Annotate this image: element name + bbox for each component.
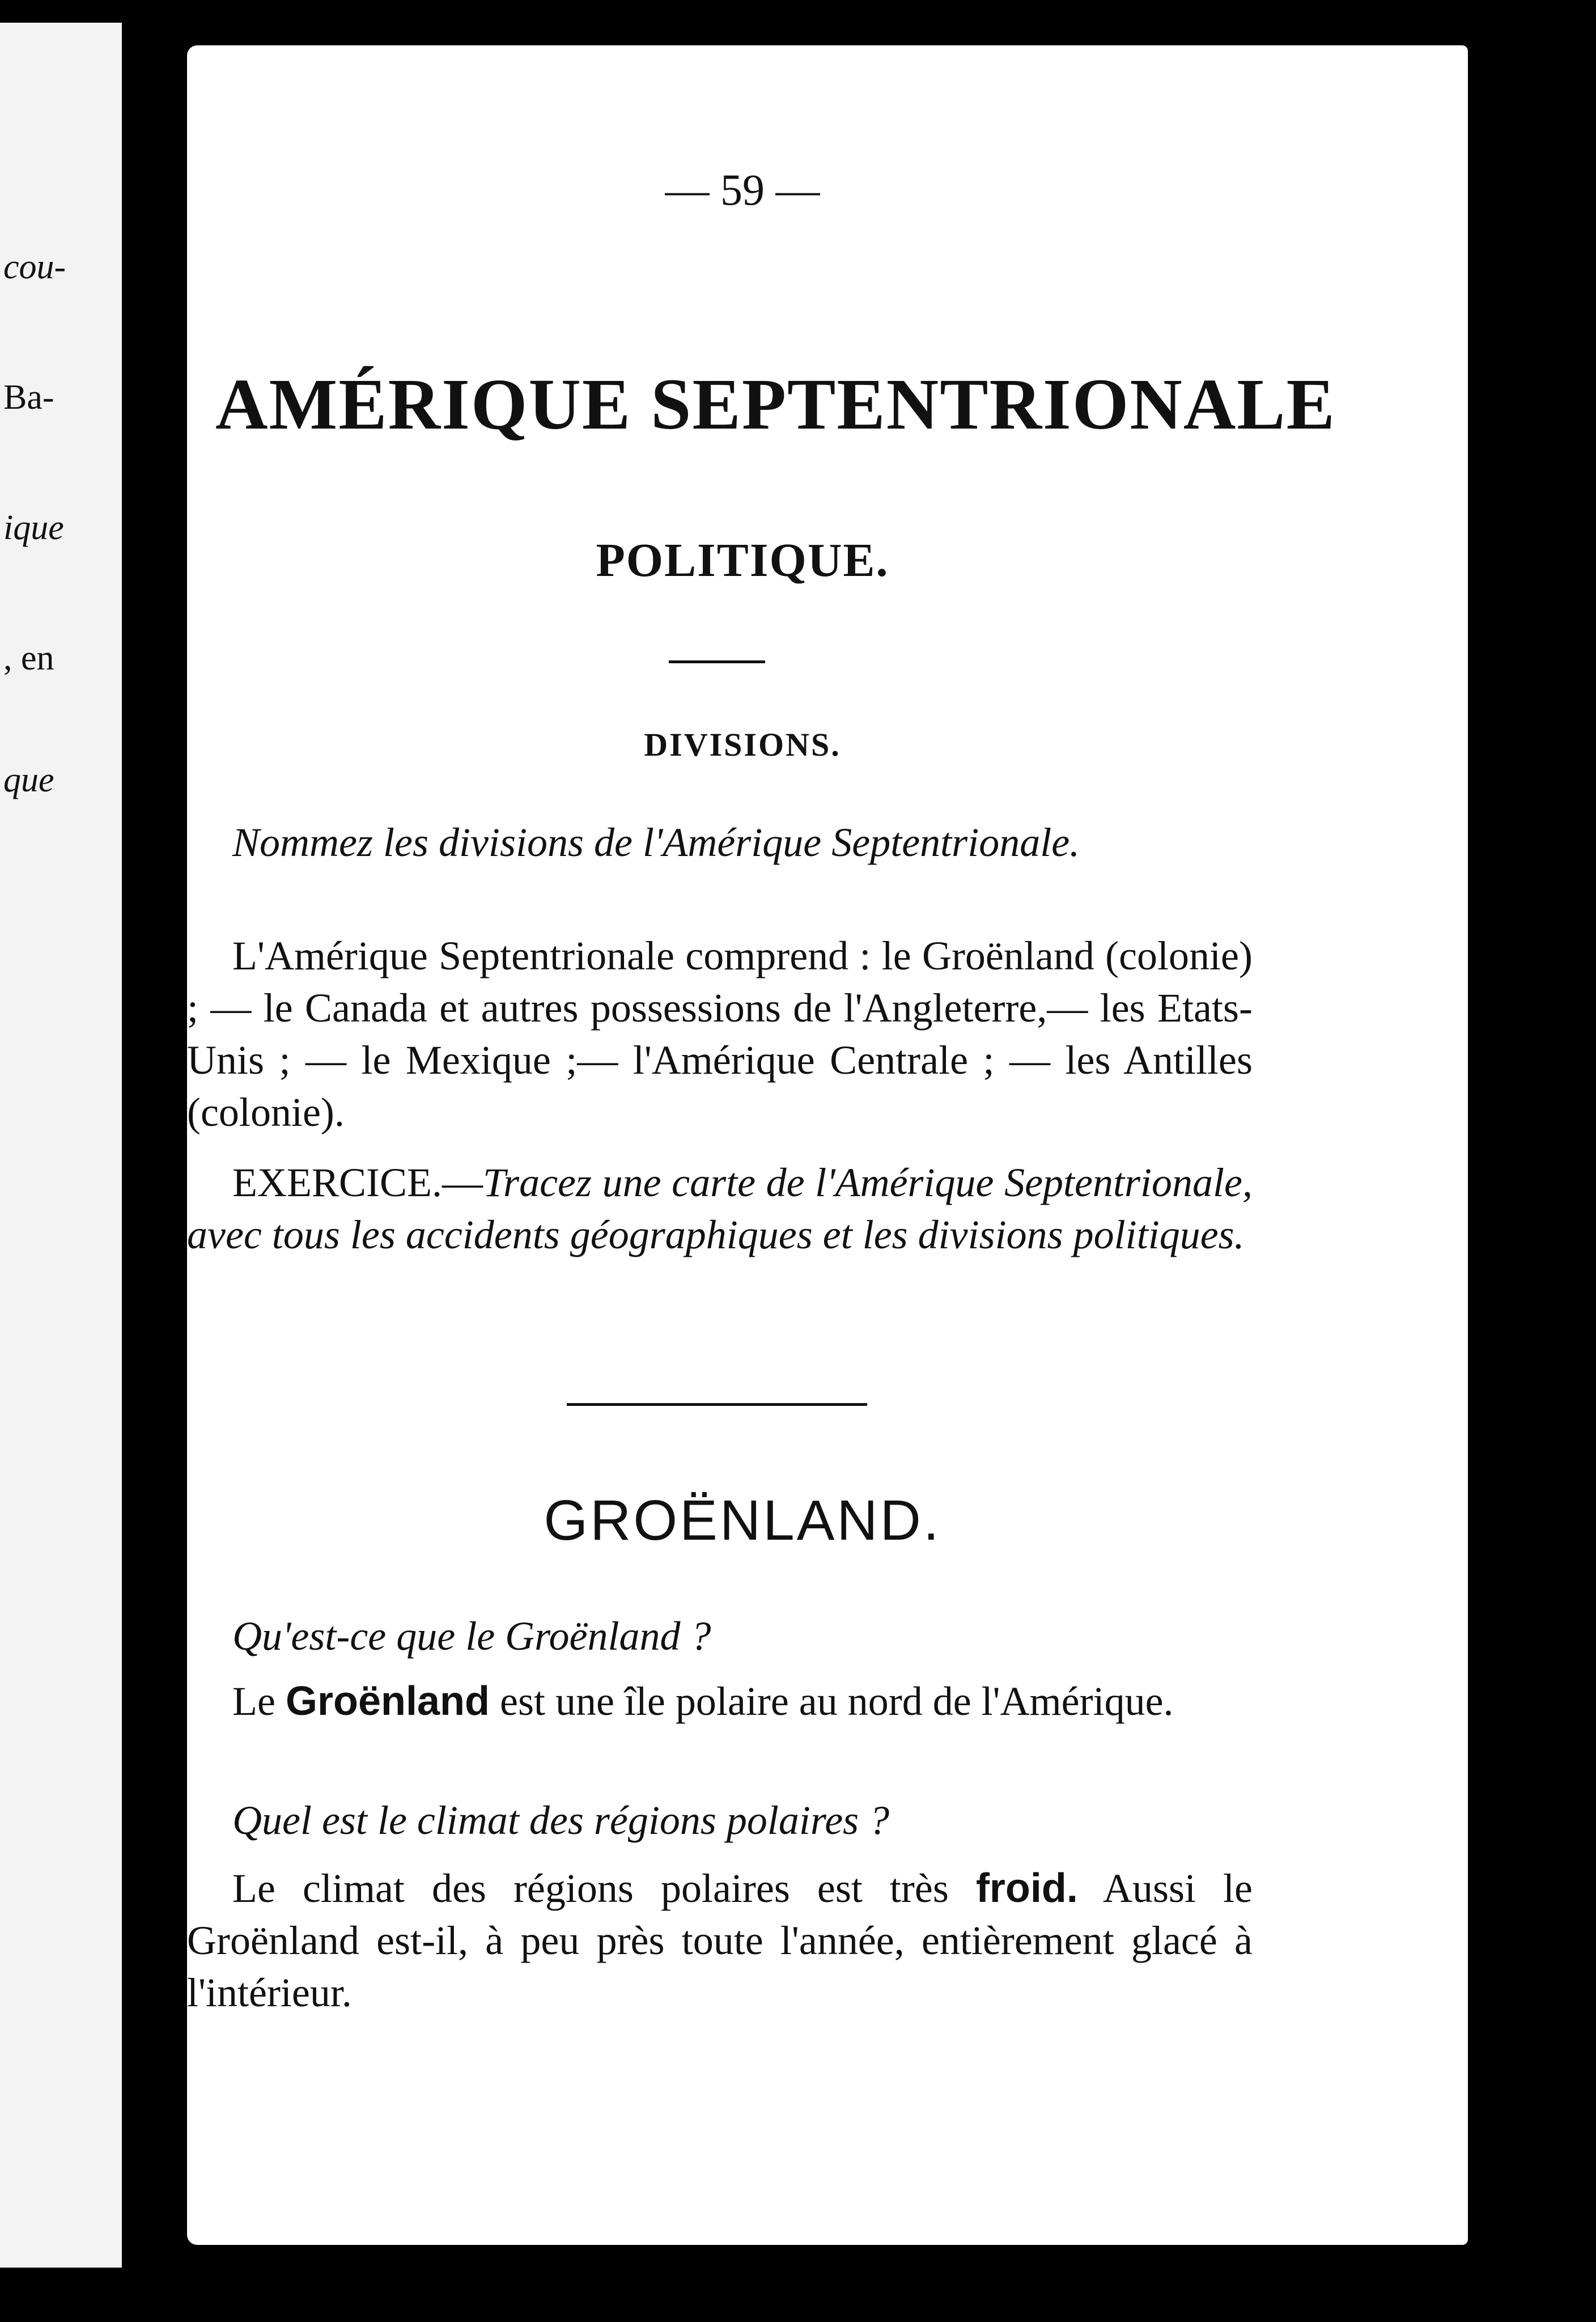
previous-page-strip [0,23,122,2268]
answer-climat [187,1862,1253,2019]
exercise-paragraph [187,1156,1253,1261]
exercise-body: Tracez une carte de l'Amérique Septentrionale, avec tous les accidents géographiques et les divisions politiques. [187,1160,1253,1257]
answer-divisions: L'Amérique Septentrionale comprend : le Groënland (colonie) ; — le Canada et autres possessions de l'Angleterre,— les Etats-Unis ; — le Mexique ;— l'Amérique Centrale ; — les Antilles (colonie). [187,933,1253,1135]
page-title: AMÉRIQUE SEPTENTRIONALE [215,364,1336,444]
page-subtitle: POLITIQUE. [596,534,889,587]
section-heading-groenland: GROËNLAND. [544,1489,941,1552]
prev-fragment: ique [3,509,64,547]
question-groenland: Qu'est-ce que le Groënland ? [232,1613,711,1659]
question-divisions: Nommez les divisions de l'Amérique Septentrionale. [232,820,1080,865]
section-heading-divisions: DIVISIONS. [644,726,841,763]
answer-groenland [187,1675,1253,1727]
prev-fragment: que [3,761,54,799]
answer-text: Le climat des régions polaires est très [232,1866,976,1911]
page-number: — 59 — [665,165,820,214]
answer-text: Aussi le Groënland est-il, à peu près toute l'année, entièrement glacé à l'intérieur. [187,1866,1253,2015]
prev-fragment: Ba- [3,378,54,417]
divider-rule [669,660,765,663]
prev-fragment: cou- [3,248,66,286]
book-page [187,45,1468,2245]
answer-keyword: Groënland [285,1679,490,1724]
exercise-lead: EXERCICE.— [232,1160,483,1205]
question-climat: Quel est le climat des régions polaires ? [232,1798,890,1843]
page-content [187,45,1468,2245]
answer-text: Le [232,1679,286,1724]
prev-fragment: , en [3,639,54,677]
answer-keyword: froid. [975,1866,1078,1911]
divider-rule [567,1403,867,1406]
answer-text: est une île polaire au nord de l'Amérique. [489,1679,1174,1724]
